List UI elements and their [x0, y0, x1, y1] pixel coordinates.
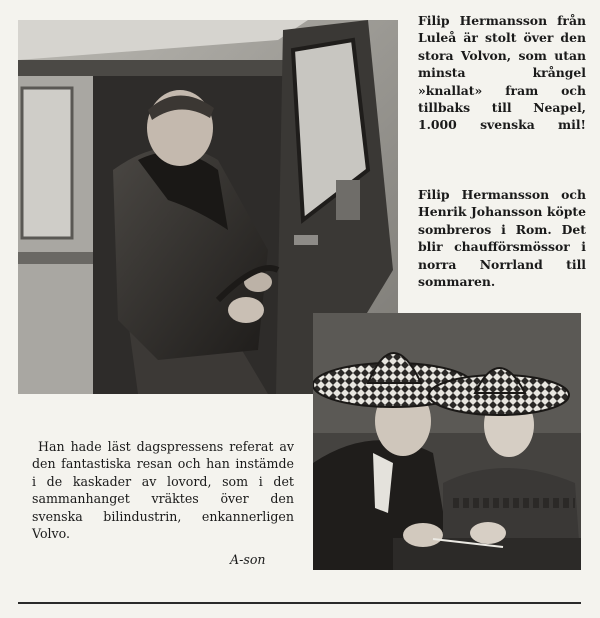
- photo-caption-sombreros: Filip Hermansson och Henrik Johansson köpte sombreros i Rom. Det blir chaufförsmössor i norra Norrland till sommaren.: [418, 187, 586, 290]
- article-paragraph: [32, 438, 294, 542]
- page-divider: [18, 602, 581, 604]
- photo-caption-truck: Filip Hermansson från Luleå är stolt över den stora Volvon, som utan minsta krångel »knallat» fram och tillbaks till Neapel, 1.000 svenska mil!: [418, 13, 586, 133]
- author-signature: A-son: [230, 552, 266, 567]
- article-paragraph-text: Han hade läst dagspressens referat av den fantastiska resan och han instämde i de kaskader av lovord, som i det sammanhanget vräktes över den svenska bilindustrin, enkannerligen Volvo.: [32, 439, 294, 542]
- photo-men-in-sombreros: [313, 313, 581, 570]
